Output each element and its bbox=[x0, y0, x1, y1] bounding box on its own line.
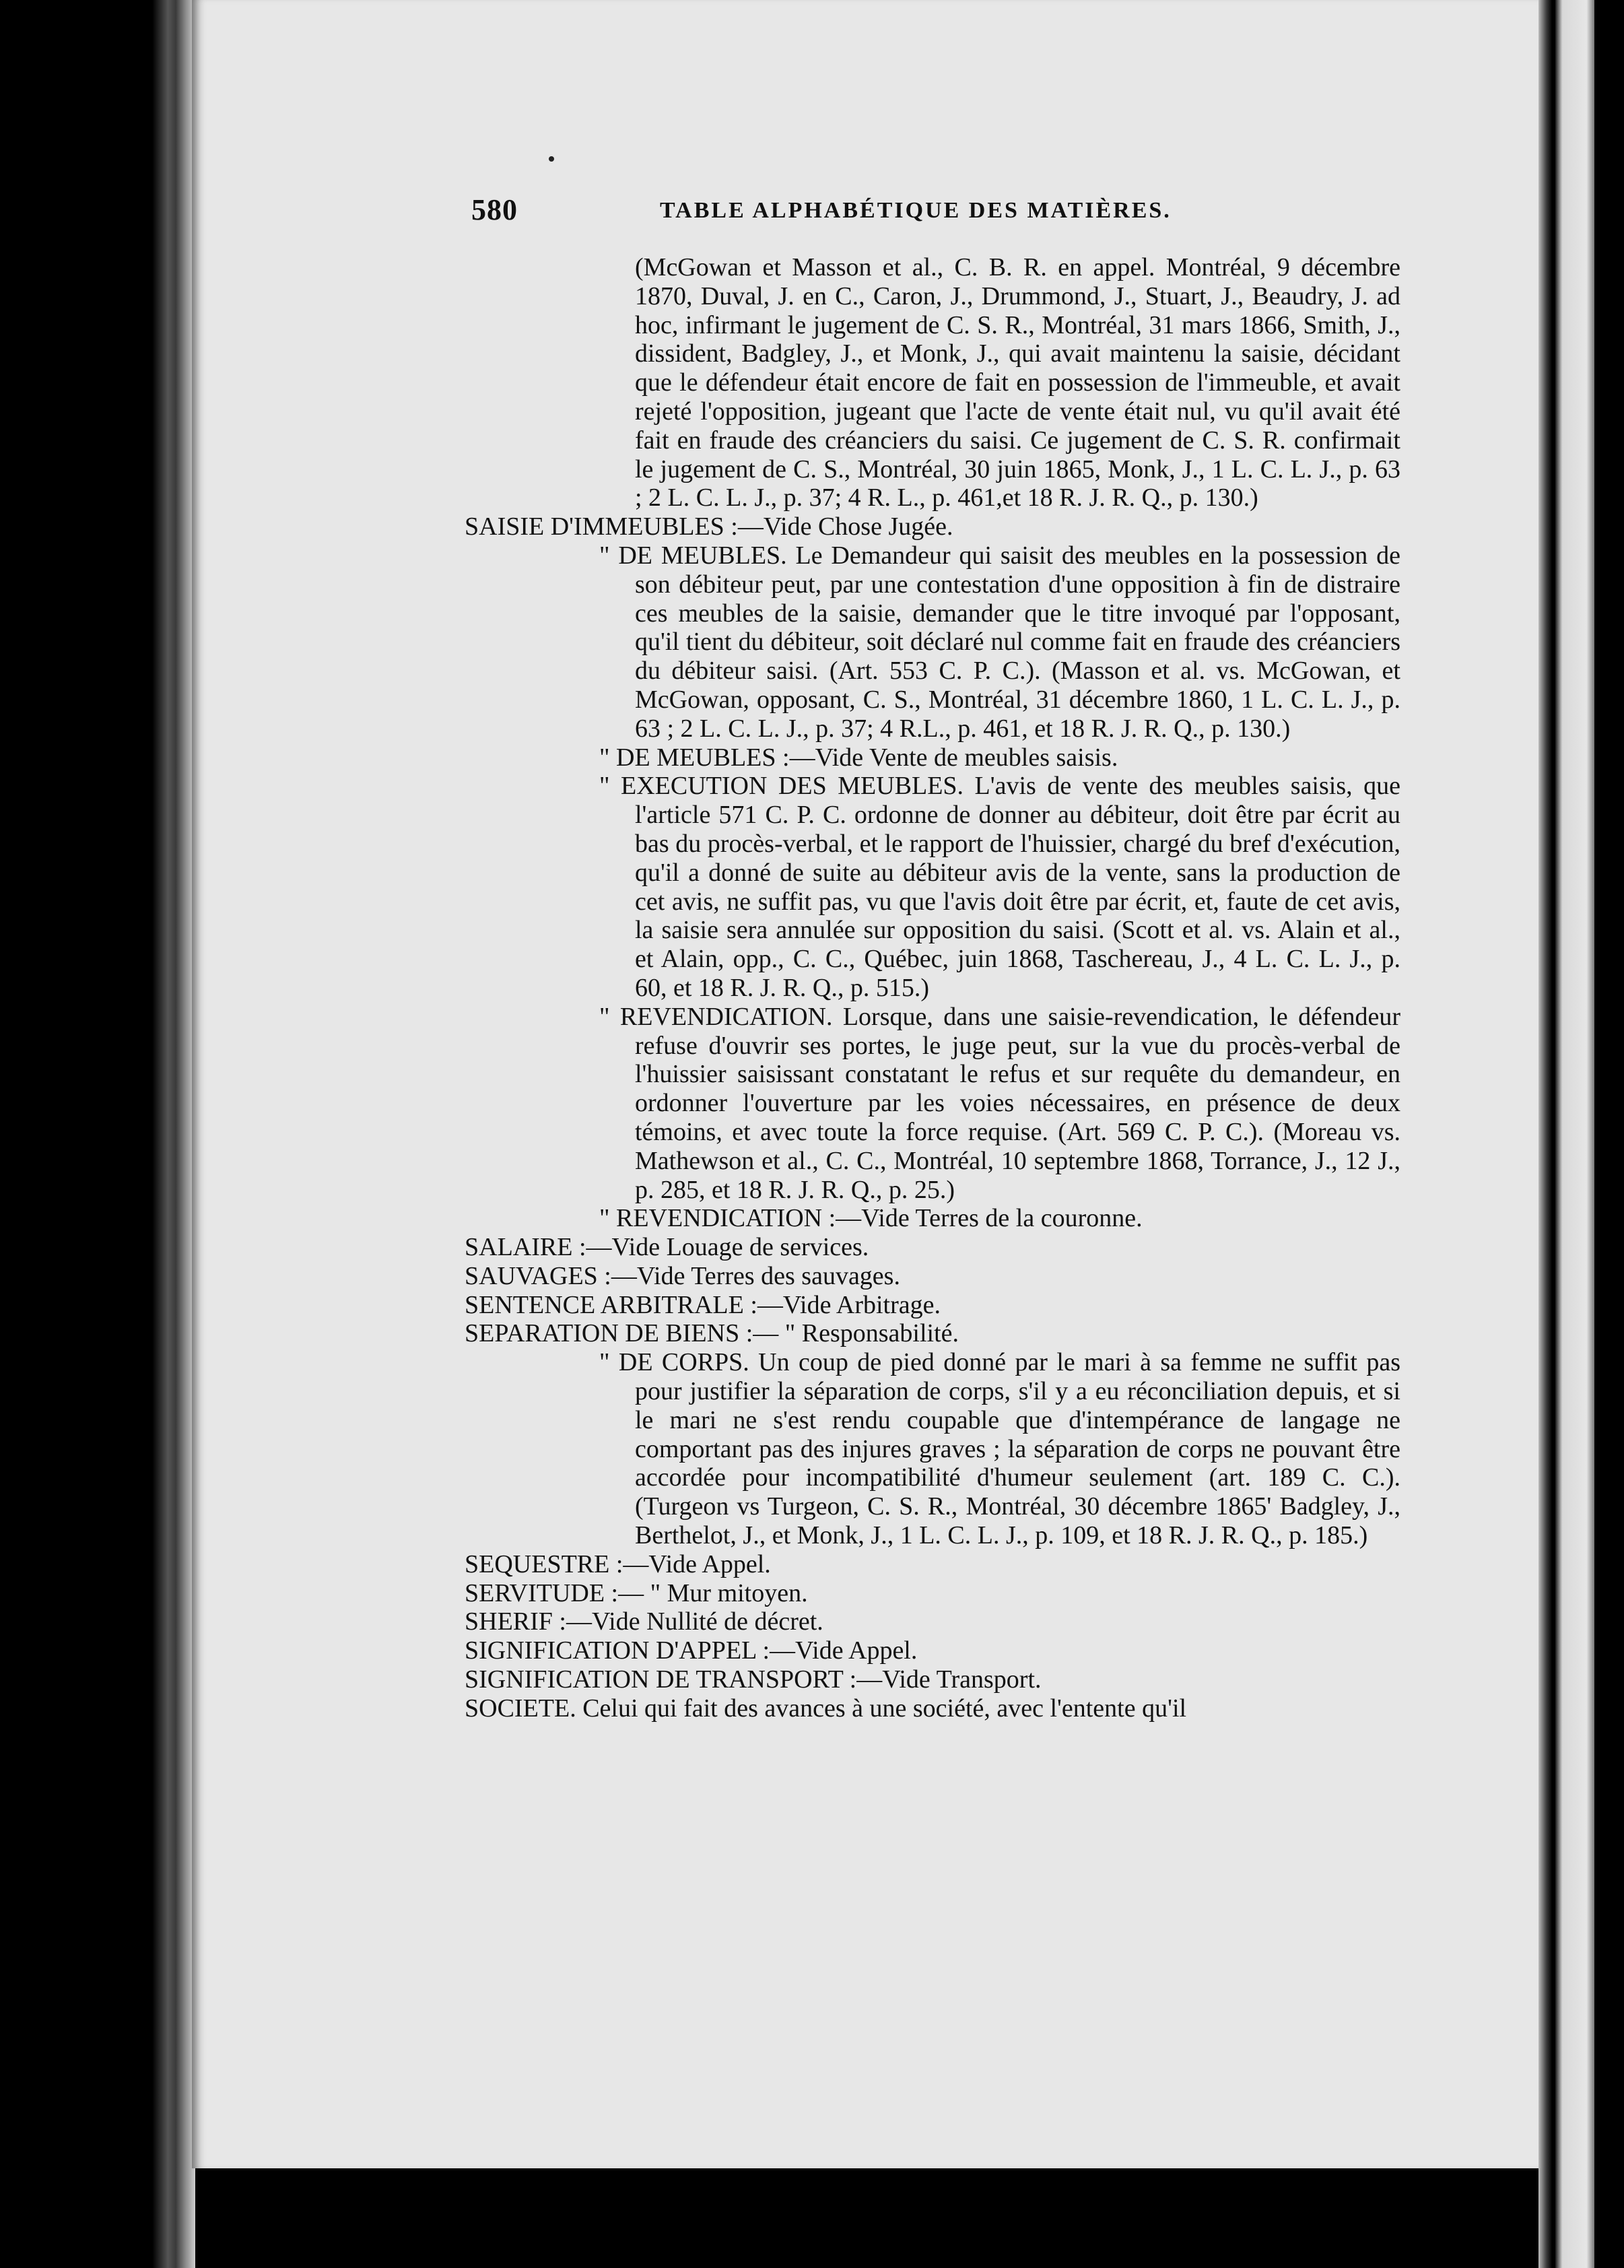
ink-dot bbox=[549, 156, 554, 162]
running-title: TABLE ALPHABÉTIQUE DES MATIÈRES. bbox=[660, 198, 1172, 223]
index-entry: SHERIF :—Vide Nullité de décret. bbox=[465, 1607, 823, 1636]
index-entry: " DE CORPS. Un coup de pied donné par le mari à sa femme ne suffit pas pour justifier la séparation de corps, s'il y a eu réconciliation depuis, et si le mari ne s'est rendu coupable que d'intempérance de langage ne comportant pas des injures graves ; la séparation de corps ne pouvant être accordée pour incompatibilité d'humeur seulement (art. 189 C. C.). (Turgeon vs Turgeon, C. S. R., Montréal, 30 décembre 1865' Badgley, J., Berthelot, J., et Monk, J., 1 L. C. L. J., p. 109, et 18 R. J. R. Q., p. 185.) bbox=[599, 1348, 1400, 1550]
index-entry: " REVENDICATION. Lorsque, dans une saisie-revendication, le défendeur refuse d'ouvrir ses portes, le juge peut, sur la vue du procès-verbal de l'huissier saisissant constatant le refus et sur requête du demandeur, en ordonner l'ouverture par les voies nécessaires, en présence de deux témoins, et avec toute la force requise. (Art. 569 C. P. C.). (Moreau vs. Mathewson et al., C. C., Montréal, 10 septembre 1868, Torrance, J., 12 J., p. 285, et 18 R. J. R. Q., p. 25.) bbox=[599, 1002, 1400, 1204]
index-entry: SAUVAGES :—Vide Terres des sauvages. bbox=[465, 1261, 900, 1290]
index-entry: (McGowan et Masson et al., C. B. R. en appel. Montréal, 9 décembre 1870, Duval, J. en C., Caron, J., Drummond, J., Stuart, J., Beaudry, J. ad hoc, infirmant le jugement de C. S. R., Montréal, 31 mars 1866, Smith, J., dissident, Badgley, J., et Monk, J., qui avait maintenu la saisie, décidant que le défendeur était encore de fait en possession de l'immeuble, et avait rejeté l'opposition, jugeant que l'acte de vente était nul, vu qu'il avait été fait en fraude des créanciers du saisi. Ce jugement de C. S. R. confirmait le jugement de C. S., Montréal, 30 juin 1865, Monk, J., 1 L. C. L. J., p. 63 ; 2 L. C. L. J., p. 37; 4 R. L., p. 461,et 18 R. J. R. Q., p. 130.) bbox=[635, 253, 1400, 512]
index-entry: SOCIETE. Celui qui fait des avances à une société, avec l'entente qu'il bbox=[465, 1694, 1187, 1723]
index-entry: SALAIRE :—Vide Louage de services. bbox=[465, 1233, 869, 1262]
index-entry: SERVITUDE :— " Mur mitoyen. bbox=[465, 1578, 808, 1607]
page-number: 580 bbox=[471, 193, 518, 226]
index-entry: " REVENDICATION :—Vide Terres de la couronne. bbox=[599, 1204, 1143, 1233]
index-entry: SAISIE D'IMMEUBLES :—Vide Chose Jugée. bbox=[465, 512, 953, 541]
index-entry: SENTENCE ARBITRALE :—Vide Arbitrage. bbox=[465, 1290, 941, 1319]
page-right-edge bbox=[1538, 0, 1552, 2268]
page-header bbox=[471, 193, 1441, 233]
book-binding-edge bbox=[0, 0, 195, 2268]
index-text bbox=[465, 253, 1400, 1723]
index-entry: " DE MEUBLES. Le Demandeur qui saisit des meubles en la possession de son débiteur peut, par une contestation d'une opposition à fin de distraire ces meubles de la saisie, demander que le titre invoqué par l'opposant, qu'il tient du débiteur, soit déclaré nul comme fait en fraude des créanciers du débiteur saisi. (Art. 553 C. P. C.). (Masson et al. vs. McGowan, et McGowan, opposant, C. S., Montréal, 31 décembre 1860, 1 L. C. L. J., p. 63 ; 2 L. C. L. J., p. 37; 4 R.L., p. 461, et 18 R. J. R. Q., p. 130.) bbox=[599, 541, 1400, 743]
next-page-strip bbox=[1555, 0, 1594, 2268]
index-entry: SEPARATION DE BIENS :— " Responsabilité. bbox=[465, 1319, 959, 1348]
index-entry: " DE MEUBLES :—Vide Vente de meubles saisis. bbox=[599, 743, 1118, 772]
index-entry: SIGNIFICATION D'APPEL :—Vide Appel. bbox=[465, 1636, 918, 1665]
index-entry: SEQUESTRE :—Vide Appel. bbox=[465, 1549, 771, 1578]
index-entry: SIGNIFICATION DE TRANSPORT :—Vide Transport. bbox=[465, 1665, 1042, 1694]
index-entry: " EXECUTION DES MEUBLES. L'avis de vente des meubles saisis, que l'article 571 C. P. C. ordonne de donner au débiteur, doit être par écrit au bas du procès-verbal, et le rapport de l'huissier, chargé du bref d'exécution, qu'il a donné de suite au débiteur avis de la vente, sans la production de cet avis, ne suffit pas, vu que l'avis doit être par écrit, et, faute de cet avis, la saisie sera annulée sur opposition du saisi. (Scott et al. vs. Alain et al., et Alain, opp., C. C., Québec, juin 1868, Taschereau, J., 4 L. C. L. J., p. 60, et 18 R. J. R. Q., p. 515.) bbox=[599, 772, 1400, 1002]
